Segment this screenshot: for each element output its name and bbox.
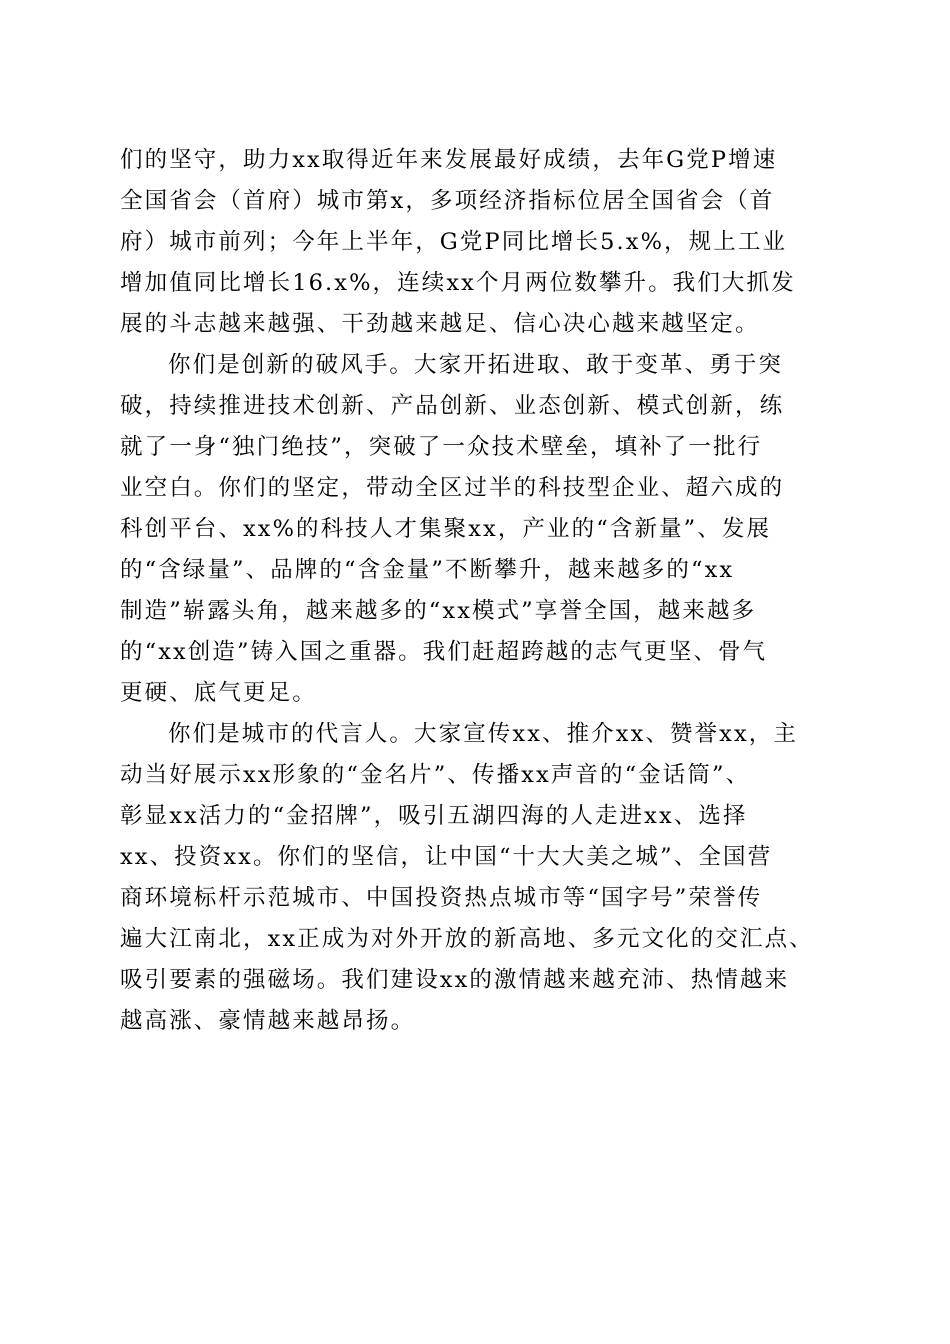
text-line: 彰显xx活力的“金招牌”，吸引五湖四海的人走进xx、选择 — [120, 803, 748, 829]
paragraph-2 — [120, 345, 830, 714]
text-line: 的“xx创造”铸入国之重器。我们赶超跨越的志气更坚、骨气 — [120, 639, 768, 665]
text-line: 制造”崭露头角，越来越多的“xx模式”享誉全国，越来越多 — [120, 598, 757, 624]
text-line: 科创平台、xx%的科技人才集聚xx，产业的“含新量”、发展 — [120, 516, 772, 542]
text-line: 增加值同比增长16.x%，连续xx个月两位数攀升。我们大抓发 — [120, 270, 796, 296]
text-line: 更硬、底气更足。 — [120, 680, 317, 706]
text-line: 的“含绿量”、品牌的“含金量”不断攀升，越来越多的“xx — [120, 557, 735, 583]
text-line: 展的斗志越来越强、干劲越来越足、信心决心越来越坚定。 — [120, 311, 760, 337]
text-line: 就了一身“独门绝技”，突破了一众技术壁垒，填补了一批行 — [120, 434, 763, 460]
text-line: 动当好展示xx形象的“金名片”、传播xx声音的“金话筒”、 — [120, 762, 751, 788]
text-line: 遍大江南北，xx正成为对外开放的新高地、多元文化的交汇点、 — [120, 926, 814, 952]
text-line: 你们是城市的代言人。大家宣传xx、推介xx、赞誉xx，主 — [168, 721, 798, 747]
text-line: 商环境标杆示范城市、中国投资热点城市等“国字号”荣誉传 — [120, 885, 763, 911]
text-line: 们的坚守，助力xx取得近年来发展最好成绩，去年G党P增速 — [120, 147, 778, 173]
text-line: 破，持续推进技术创新、产品创新、业态创新、模式创新，练 — [120, 393, 785, 419]
text-line: 府）城市前列；今年上半年，G党P同比增长5.x%，规上工业 — [120, 229, 788, 255]
paragraph-3 — [120, 714, 830, 1042]
text-line: 吸引要素的强磁场。我们建设xx的激情越来越充沛、热情越来 — [120, 967, 790, 993]
document-page — [120, 140, 830, 1042]
paragraph-1 — [120, 140, 830, 345]
text-line: xx、投资xx。你们的坚信，让中国“十大大美之城”、全国营 — [120, 844, 773, 870]
text-line: 全国省会（首府）城市第x，多项经济指标位居全国省会（首 — [120, 188, 775, 214]
text-line: 你们是创新的破风手。大家开拓进取、敢于变革、勇于突 — [168, 352, 784, 378]
text-line: 业空白。你们的坚定，带动全区过半的科技型企业、超六成的 — [120, 475, 785, 501]
text-line: 越高涨、豪情越来越昂扬。 — [120, 1008, 416, 1034]
